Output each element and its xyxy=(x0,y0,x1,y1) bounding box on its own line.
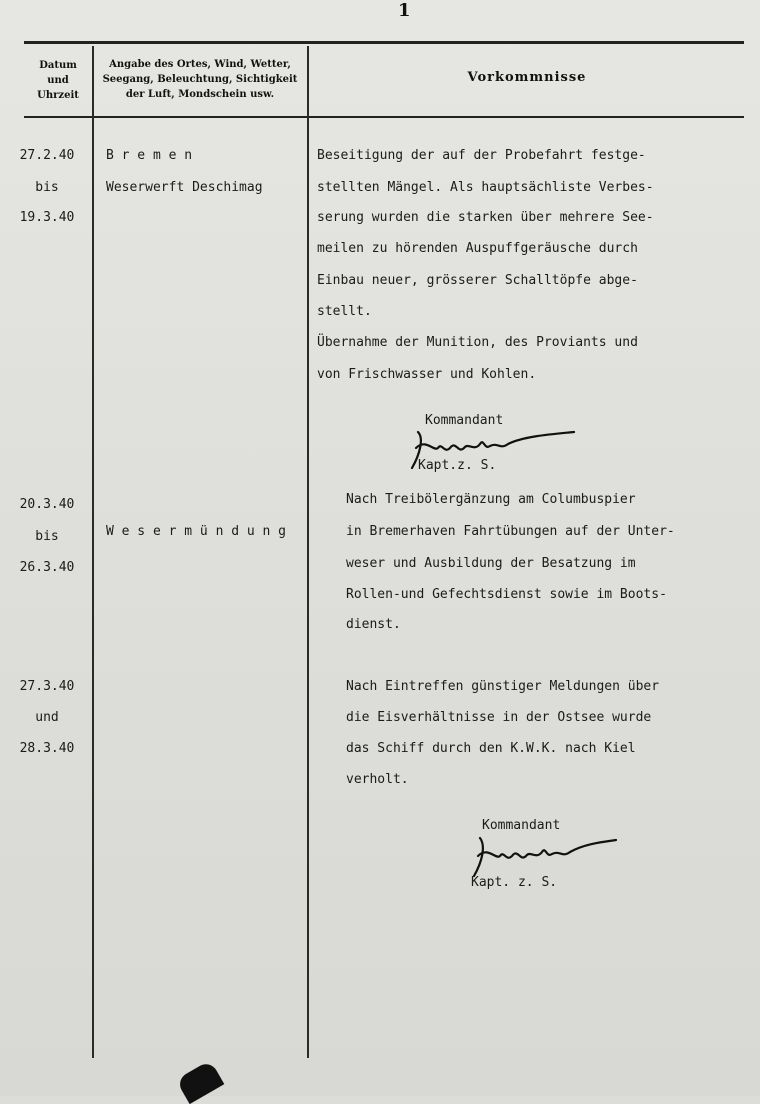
scan-smudge xyxy=(176,1060,225,1104)
header-date-line: Datum xyxy=(39,60,77,71)
entry-text-line: Rollen-und Gefechtsdienst sowie im Boots- xyxy=(346,587,667,602)
header-place-line: Angabe des Ortes, Wind, Wetter, xyxy=(109,59,291,70)
page-number: 1 xyxy=(398,0,411,21)
entry-text-line: Übernahme der Munition, des Proviants und xyxy=(317,335,638,350)
signature-title: Kommandant xyxy=(425,413,504,428)
entry-text-line: verholt. xyxy=(346,772,409,787)
header-events-column: Vorkommnisse xyxy=(467,70,587,85)
header-date-line: und xyxy=(47,75,69,86)
signature-rank: Kapt. z. S. xyxy=(471,875,558,890)
header-place-column xyxy=(96,57,304,102)
header-bottom-rule xyxy=(24,116,744,118)
entry-date: bis xyxy=(35,529,59,544)
entry-text-line: Nach Eintreffen günstiger Meldungen über xyxy=(346,679,660,694)
entry-place: W e s e r m ü n d u n g xyxy=(106,524,287,539)
signature-rank: Kapt.z. S. xyxy=(418,458,497,473)
entry-place: B r e m e n xyxy=(106,148,193,163)
header-date-column xyxy=(26,58,90,103)
entry-text-line: das Schiff durch den K.W.K. nach Kiel xyxy=(346,741,636,756)
entry-date: bis xyxy=(35,180,59,195)
entry-text-line: stellten Mängel. Als hauptsächliste Verbes- xyxy=(317,180,654,195)
entry-text-line: die Eisverhältnisse in der Ostsee wurde xyxy=(346,710,652,725)
entry-text-line: weser und Ausbildung der Besatzung im xyxy=(346,556,636,571)
header-place-line: Seegang, Beleuchtung, Sichtigkeit xyxy=(102,74,298,85)
entry-text-line: Einbau neuer, grösserer Schalltöpfe abge- xyxy=(317,273,638,288)
entry-text-line: Beseitigung der auf der Probefahrt festge- xyxy=(317,148,646,163)
entry-place: Weserwerft Deschimag xyxy=(106,180,263,195)
column-divider-date xyxy=(92,46,94,1058)
entry-date: 26.3.40 xyxy=(19,560,75,575)
header-date-line: Uhrzeit xyxy=(37,90,79,101)
signature-title: Kommandant xyxy=(482,818,561,833)
handwritten-signature xyxy=(466,830,626,880)
entry-text-line: Nach Treibölergänzung am Columbuspier xyxy=(346,492,636,507)
entry-text-line: serung wurden die starken über mehrere See- xyxy=(317,210,654,225)
column-divider-place xyxy=(307,46,309,1058)
entry-text-line: meilen zu hörenden Auspuffgeräusche durch xyxy=(317,241,638,256)
entry-date: 19.3.40 xyxy=(19,210,75,225)
entry-text-line: stellt. xyxy=(317,304,372,319)
entry-text-line: von Frischwasser und Kohlen. xyxy=(317,367,537,382)
entry-date: 20.3.40 xyxy=(19,497,75,512)
header-place-line: der Luft, Mondschein usw. xyxy=(125,89,275,100)
entry-date: 28.3.40 xyxy=(19,741,75,756)
entry-date: 27.3.40 xyxy=(19,679,75,694)
table-top-rule xyxy=(24,41,744,44)
entry-text-line: in Bremerhaven Fahrtübungen auf der Unter- xyxy=(346,524,675,539)
entry-date: und xyxy=(35,710,59,725)
entry-text-line: dienst. xyxy=(346,617,401,632)
entry-date: 27.2.40 xyxy=(19,148,75,163)
